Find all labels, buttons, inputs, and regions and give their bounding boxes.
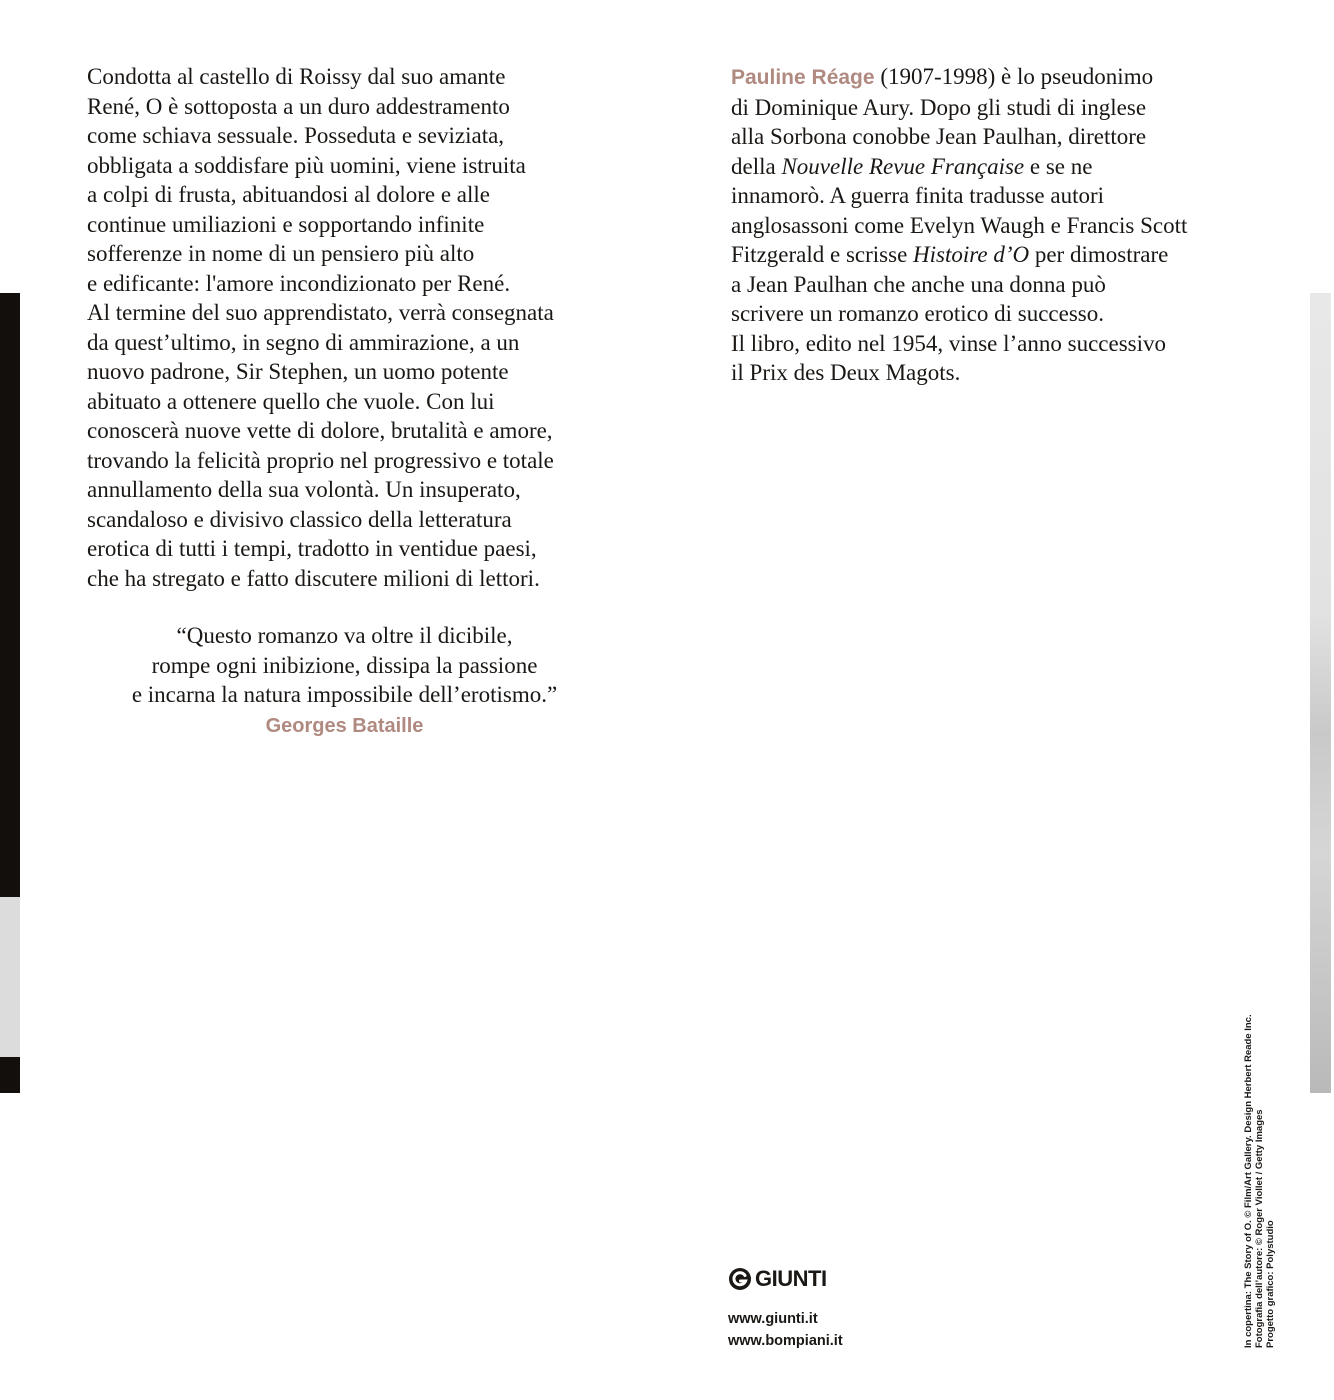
synopsis-line: e edificante: l'amore incondizionato per René. xyxy=(87,270,511,296)
synopsis-line: trovando la felicità proprio nel progressivo e totale xyxy=(87,447,554,473)
left-edge-strip xyxy=(0,293,20,1093)
bio-line: di Dominique Aury. Dopo gli studi di inglese xyxy=(731,94,1147,120)
quote-author: Georges Bataille xyxy=(265,714,424,737)
left-edge-dark-segment-bottom xyxy=(0,1057,20,1093)
synopsis-line: come schiava sessuale. Posseduta e seviziata, xyxy=(87,123,505,148)
synopsis-line: annullamento della sua volontà. Un insuperato, xyxy=(87,477,521,502)
synopsis-line: Al termine del suo apprendistato, verrà consegnata xyxy=(87,300,554,325)
bio-line: alla Sorbona conobbe Jean Paulhan, direttore xyxy=(731,124,1147,149)
bio-text: e se ne xyxy=(1024,153,1093,179)
right-edge-strip xyxy=(1310,293,1331,1093)
cover-credits xyxy=(1243,1014,1276,1348)
synopsis-line: conoscerà nuove vette di dolore, brutalità e amore, xyxy=(87,418,553,443)
synopsis-line: sofferenze in nome di un pensiero più alto xyxy=(87,241,475,266)
magazine-title: Nouvelle Revue Française xyxy=(781,153,1025,179)
credit-line: Fotografia dell’autore: © Roger Viollet / Getty Images xyxy=(1254,1109,1265,1348)
synopsis-line: da quest’ultimo, in segno di ammirazione, a un xyxy=(87,329,520,355)
credit-line: Progetto grafico: Polystudio xyxy=(1265,1220,1276,1348)
quote-line: “Questo romanzo va oltre il dicibile, xyxy=(176,623,513,648)
bio-line: innamorò. A guerra finita tradusse autori xyxy=(731,183,1105,208)
book-title: Histoire d’O xyxy=(913,242,1030,267)
synopsis-line: a colpi di frusta, abituandosi al dolore e alle xyxy=(87,182,491,207)
synopsis-line: continue umiliazioni e sopportando infinite xyxy=(87,211,485,237)
quote-line: rompe ogni inibizione, dissipa la passione xyxy=(151,652,538,678)
quote-line: e incarna la natura impossibile dell’erotismo.” xyxy=(131,682,558,707)
publisher-block xyxy=(728,1266,843,1352)
synopsis-text xyxy=(87,62,627,593)
publisher-logo xyxy=(728,1266,843,1292)
bompiani-url-link[interactable]: www.bompiani.it xyxy=(728,1333,843,1349)
publisher-urls xyxy=(728,1308,843,1352)
bio-line: scrivere un romanzo erotico di successo. xyxy=(731,301,1104,326)
bio-text: (1907-1998) è lo pseudonimo xyxy=(874,64,1154,89)
synopsis-line: erotica di tutti i tempi, tradotto in ventidue paesi, xyxy=(87,536,537,561)
synopsis-line: abituato a ottenere quello che vuole. Con lui xyxy=(87,388,495,414)
synopsis-line: René, O è sottoposta a un duro addestramento xyxy=(87,93,510,119)
synopsis-line: che ha stregato e fatto discutere milioni di lettori. xyxy=(87,565,540,591)
synopsis-line: nuovo padrone, Sir Stephen, un uomo potente xyxy=(87,359,509,384)
bio-line xyxy=(731,62,1271,93)
bio-line: il Prix des Deux Magots. xyxy=(731,360,961,385)
credit-line: In copertina: The Story of O. © Film/Art Gallery. Design Herbert Reade Inc. xyxy=(1243,1014,1254,1348)
synopsis-line: scandaloso e divisivo classico della letteratura xyxy=(87,506,512,532)
bio-line: a Jean Paulhan che anche una donna può xyxy=(731,271,1106,297)
pull-quote xyxy=(87,621,602,741)
synopsis-line: obbligata a soddisfare più uomini, viene istruita xyxy=(87,152,526,178)
left-edge-dark-segment xyxy=(0,293,20,897)
giunti-url-link[interactable]: www.giunti.it xyxy=(728,1311,818,1327)
bio-text: della xyxy=(731,153,782,179)
author-name: Pauline Réage xyxy=(731,66,875,89)
bio-line: anglosassoni come Evelyn Waugh e Francis Scott xyxy=(731,212,1188,238)
giunti-g-logo-icon xyxy=(728,1267,752,1291)
left-edge-light-segment xyxy=(0,897,20,1057)
bio-line: Il libro, edito nel 1954, vinse l’anno successivo xyxy=(731,330,1167,356)
author-bio xyxy=(731,62,1271,388)
bio-line xyxy=(731,240,1271,270)
bio-text: per dimostrare xyxy=(1029,242,1169,267)
bio-line xyxy=(731,152,1271,182)
synopsis-line: Condotta al castello di Roissy dal suo amante xyxy=(87,64,506,89)
bio-text: Fitzgerald e scrisse xyxy=(731,242,914,267)
publisher-name: GIUNTI xyxy=(755,1266,827,1291)
